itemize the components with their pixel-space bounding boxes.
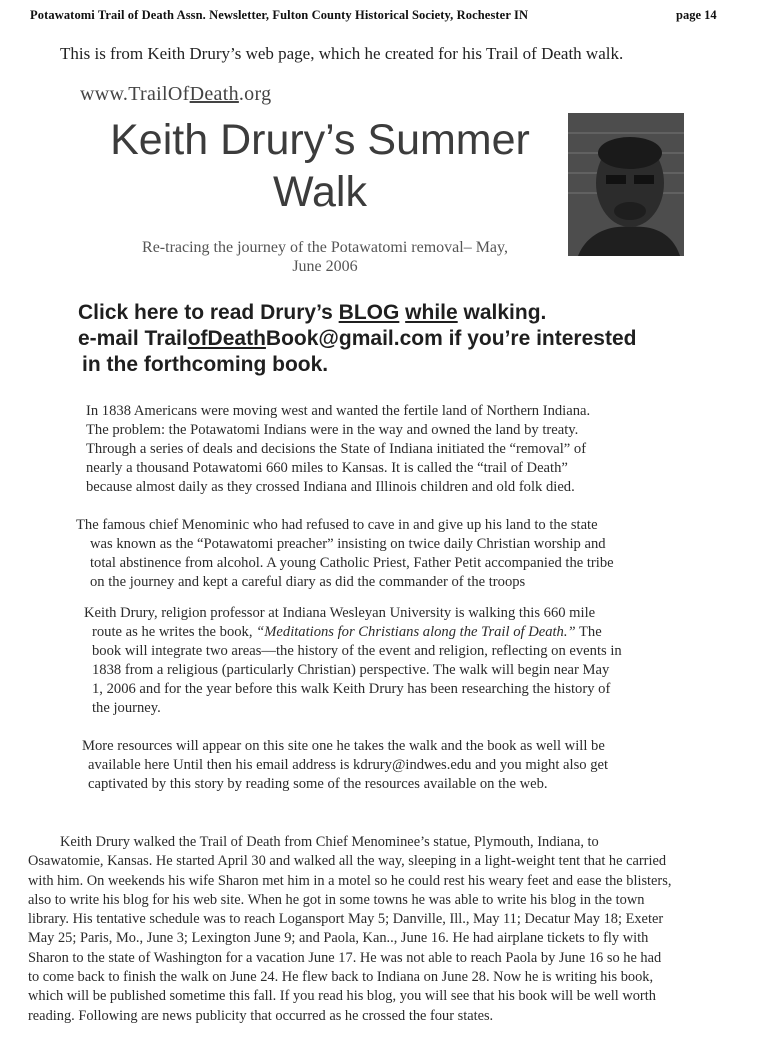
walk-line: book will integrate two areas—the history of the event and religion, reflecting on events in <box>92 643 622 659</box>
email-death: Death <box>207 327 266 350</box>
blog-link-line[interactable] <box>78 300 636 326</box>
url-suffix: .org <box>238 83 272 105</box>
email-pre: e-mail Trail <box>78 327 188 350</box>
paragraph-history <box>86 402 666 497</box>
title-line-1: Keith Drury’s Summer <box>110 116 530 164</box>
page-number: page 14 <box>676 8 717 22</box>
intro-line: This is from Keith Drury’s web page, which he created for his Trail of Death walk. <box>60 44 624 63</box>
walk-line: 1838 from a religious (particularly Christian) perspective. The walk will begin near May <box>92 662 610 678</box>
menominee-line: on the journey and kept a careful diary as did the commander of the troops <box>90 574 526 590</box>
history-line: In 1838 Americans were moving west and wanted the fertile land of Northern Indiana. <box>86 403 591 419</box>
newsletter-line: library. His tentative schedule was to reach Logansport May 5; Danville, Ill., May 11; Decatur May 18; Exeter <box>28 911 664 928</box>
book-title: “Meditations for Christians along the Trail of Death.” <box>256 624 576 640</box>
subtitle-line-2: June 2006 <box>292 258 358 275</box>
walk-line: the journey. <box>92 700 161 716</box>
email-of: of <box>187 327 208 350</box>
paragraph-newsletter <box>28 833 750 1026</box>
newsletter-line: May 25; Paris, Mo., June 3; Lexington June 9; and Paola, Kan.., June 16. He had airplane tickets to fly with <box>28 930 649 947</box>
blog-text: Click here to read Drury’s <box>78 301 339 324</box>
resources-line: available here Until then his email address is kdrury@indwes.edu and you might also get <box>88 757 609 773</box>
blog-link[interactable]: BLOG <box>338 301 400 324</box>
paragraph-walk <box>84 604 704 718</box>
history-line: The problem: the Potawatomi Indians were in the way and owned the land by treaty. <box>86 422 579 438</box>
website-url <box>80 83 271 106</box>
newsletter-line: Keith Drury walked the Trail of Death from Chief Menominee’s statue, Plymouth, Indiana, to <box>60 834 599 850</box>
subtitle <box>90 238 560 276</box>
history-line: Through a series of deals and decisions the State of Indiana initiated the “removal” of <box>86 441 587 457</box>
newsletter-line: reading. Following are news publicity that occurred as he crossed the four states. <box>28 1007 494 1024</box>
email-post: Book@gmail.com if you’re interested <box>265 327 637 350</box>
history-line: nearly a thousand Potawatomi 660 miles to Kansas. It is called the “trail of Death” <box>86 460 568 476</box>
walk-text: route as he writes the book, <box>92 624 257 640</box>
menominee-line: total abstinence from alcohol. A young Catholic Priest, Father Petit accompanied the tribe <box>90 555 614 571</box>
newsletter-line: with him. On weekends his wife Sharon met him in a motel so he could rest his weary feet and ease the blisters, <box>28 872 672 889</box>
newsletter-header: Potawatomi Trail of Death Assn. Newsletter, Fulton County Historical Society, Rochester IN <box>30 8 529 22</box>
blog-callout <box>78 300 636 378</box>
page-title <box>60 114 580 218</box>
resources-line: More resources will appear on this site one he takes the walk and the book as well will be <box>82 738 605 754</box>
blog-while: while <box>405 301 458 324</box>
url-prefix: www.TrailOf <box>80 83 190 105</box>
walk-line: Keith Drury, religion professor at Indiana Wesleyan University is walking this 660 mile <box>84 605 596 621</box>
walk-line <box>84 623 704 642</box>
newsletter-line: which will be published sometime this fall. If you read his blog, you will see that his book will be well worth <box>28 988 656 1005</box>
walk-text: The <box>575 624 602 640</box>
menominee-line: was known as the “Potawatomi preacher” insisting on twice daily Christian worship and <box>90 536 606 552</box>
book-line: in the forthcoming book. <box>82 353 329 376</box>
author-photo <box>568 113 684 256</box>
blog-walking: walking. <box>457 301 547 324</box>
paragraph-menominee <box>76 516 696 592</box>
walk-line: 1, 2006 and for the year before this walk Keith Drury has been researching the history of <box>92 681 611 697</box>
subtitle-line-1: Re-tracing the journey of the Potawatomi removal– May, <box>142 239 508 256</box>
menominee-line: The famous chief Menominic who had refused to cave in and give up his land to the state <box>76 517 598 533</box>
newsletter-line: Osawatomie, Kansas. He started April 30 and walked all the way, sleeping in a light-weight tent that he carried <box>28 853 667 870</box>
history-line: because almost daily as they crossed Indiana and Illinois children and old folk died. <box>86 479 575 495</box>
newsletter-line: also to write his blog for his web site. When he got in some towns he was able to write his blog in the town <box>28 891 645 908</box>
email-line[interactable] <box>78 326 636 352</box>
newsletter-line: to come back to finish the walk on June 24. He flew back to Indiana on June 28. Now he is writing his book, <box>28 969 654 986</box>
url-underlined: Death <box>189 83 239 105</box>
resources-line: captivated by this story by reading some of the resources available on the web. <box>88 776 548 792</box>
paragraph-resources <box>82 737 702 794</box>
title-line-2: Walk <box>273 168 367 216</box>
newsletter-line: Sharon to the state of Washington for a vacation June 17. He was not able to reach Paola by June 16 so he had <box>28 949 662 966</box>
